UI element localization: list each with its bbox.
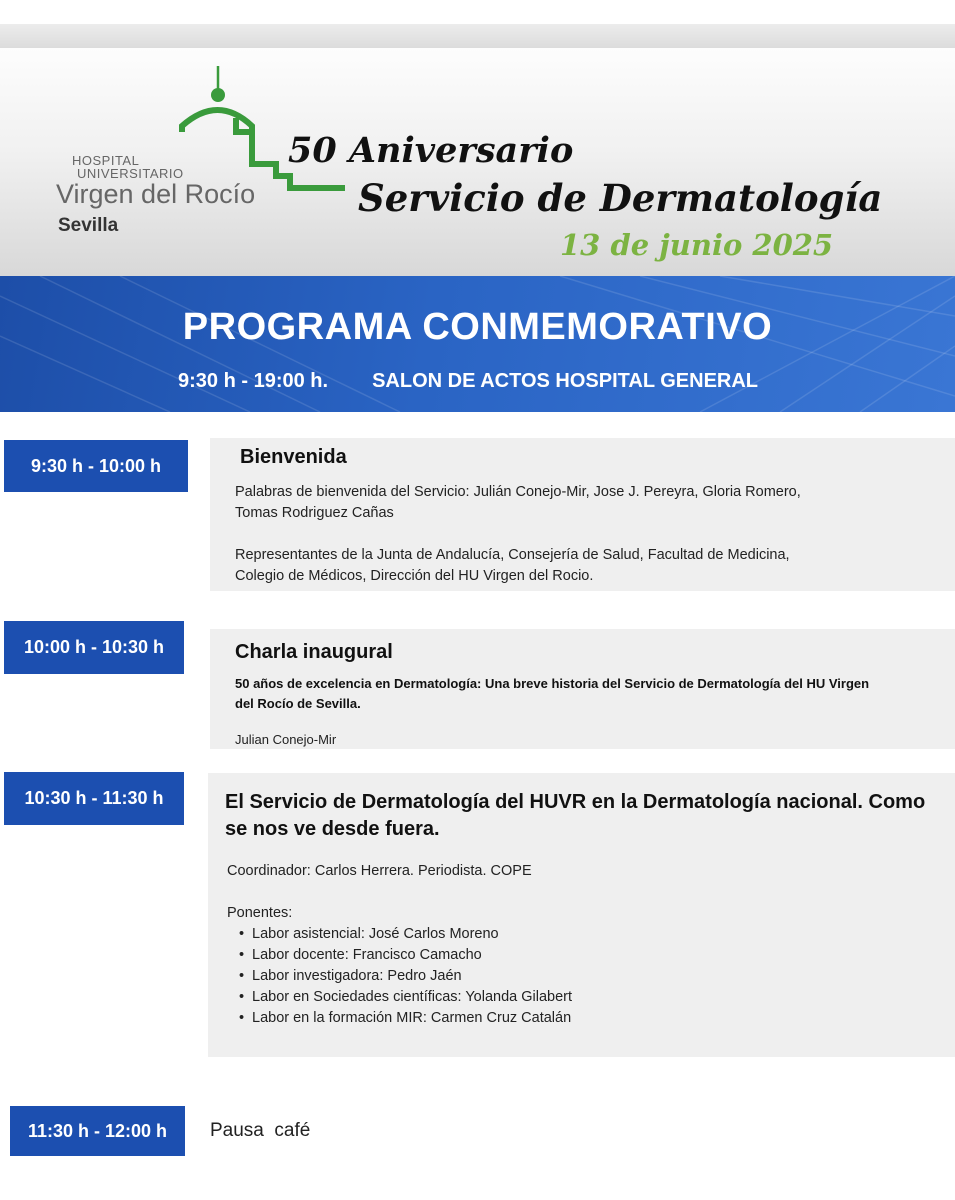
program-venue: SALON DE ACTOS HOSPITAL GENERAL <box>372 370 759 392</box>
session-title: Pausa café <box>210 1120 311 1141</box>
session-coordinator: Coordinador: Carlos Herrera. Periodista. COPE <box>227 863 532 879</box>
header <box>0 48 955 276</box>
session-description: Representantes de la Junta de Andalucía, Consejería de Salud, Facultad de Medicina, Colegio de Médicos, Dirección del HU Virgen del Rocio. <box>235 547 790 584</box>
university-label: UNIVERSITARIO <box>77 166 184 181</box>
hospital-label: HOSPITAL <box>72 153 140 168</box>
list-item: • Labor investigadora: Pedro Jaén <box>239 966 572 987</box>
program-banner <box>0 276 955 412</box>
session-time: 10:30 h - 11:30 h <box>4 772 184 825</box>
session-panel <box>208 773 955 1057</box>
list-item: • Labor en la formación MIR: Carmen Cruz Catalán <box>239 1008 572 1029</box>
session-time: 11:30 h - 12:00 h <box>10 1106 185 1156</box>
session-panel <box>210 629 955 749</box>
program-subtitle <box>178 370 758 393</box>
session-title: Charla inaugural <box>235 641 393 663</box>
anniversary-title: 50 Aniversario <box>288 130 574 171</box>
session-time: 10:00 h - 10:30 h <box>4 621 184 674</box>
program-hours: 9:30 h - 19:00 h. <box>178 370 329 392</box>
speakers-list <box>239 924 572 1029</box>
list-item: • Labor en Sociedades científicas: Yolanda Gilabert <box>239 987 572 1008</box>
list-item: • Labor docente: Francisco Camacho <box>239 945 572 966</box>
session-description: Palabras de bienvenida del Servicio: Julián Conejo-Mir, Jose J. Pereyra, Gloria Romero, Tomas Rodriguez Cañas <box>235 484 801 521</box>
event-date: 13 de junio 2025 <box>560 228 834 262</box>
session-subtitle: 50 años de excelencia en Dermatología: Una breve historia del Servicio de Dermatología del HU Virgen del Rocío de Sevilla. <box>235 676 870 711</box>
city-label: Sevilla <box>58 215 119 236</box>
session-speaker: Julian Conejo-Mir <box>235 732 337 747</box>
session-title: Bienvenida <box>240 446 347 468</box>
program-title: PROGRAMA CONMEMORATIVO <box>182 306 773 348</box>
top-bar <box>0 24 955 48</box>
hospital-name: Virgen del Rocío <box>56 179 256 209</box>
speakers-label: Ponentes: <box>227 905 293 921</box>
session-time: 9:30 h - 10:00 h <box>4 440 188 492</box>
session-panel <box>210 438 955 591</box>
session-title: El Servicio de Dermatología del HUVR en la Dermatología nacional. Como se nos ve desde fuera. <box>225 791 926 840</box>
list-item: • Labor asistencial: José Carlos Moreno <box>239 924 572 945</box>
service-title: Servicio de Dermatología <box>358 176 883 220</box>
